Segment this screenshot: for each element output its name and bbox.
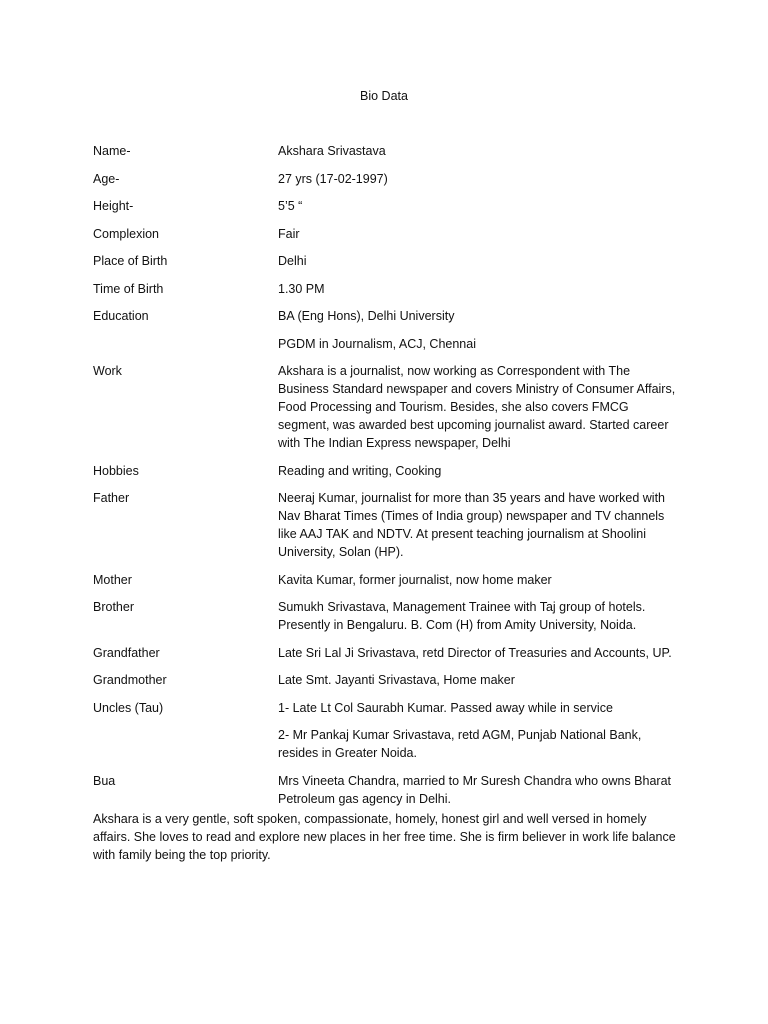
field-label: Complexion [93, 226, 160, 241]
field-label: Uncles (Tau) [93, 700, 164, 715]
field-value: Reading and writing, Cooking [278, 463, 442, 478]
document-title: Bio Data [360, 89, 408, 103]
biodata-table [93, 142, 683, 817]
field-label: Place of Birth [93, 254, 168, 268]
field-label: Work [93, 364, 122, 378]
field-value: BA (Eng Hons), Delhi University [278, 309, 455, 323]
field-row-work [93, 362, 683, 452]
field-value: 27 yrs (17-02-1997) [278, 171, 388, 186]
field-label: Name- [93, 144, 131, 158]
field-label: Time of Birth [93, 281, 164, 296]
field-value: PGDM in Journalism, ACJ, Chennai [278, 336, 476, 351]
field-value: Neeraj Kumar, journalist for more than 35 years and have worked with Nav Bharat Times (Times of India group) newspaper and TV channels like AAJ TAK and NDTV. At present teaching journalism at Shoolini University, Solan (HP). [278, 491, 665, 559]
field-row-bua [93, 772, 683, 808]
field-label [93, 335, 278, 353]
field-row-uncles-2 [93, 726, 683, 762]
field-value: Delhi [278, 254, 307, 268]
field-value: Sumukh Srivastava, Management Trainee with Taj group of hotels. Presently in Bengaluru. B. Com (H) from Amity University, Noida. [278, 600, 646, 632]
field-row-name [93, 142, 683, 160]
field-label: Mother [93, 572, 132, 587]
field-value: 2- Mr Pankaj Kumar Srivastava, retd AGM, Punjab National Bank, resides in Greater Noida. [278, 728, 642, 760]
field-row-complexion [93, 225, 683, 243]
field-value: Akshara is a journalist, now working as Correspondent with The Business Standard newspaper and covers Ministry of Consumer Affairs, Food Processing and Tourism. Besides, she also covers FMCG segment, was awarded best upcoming journalist award. Started career with The Indian Express newspaper, Delhi [278, 364, 676, 450]
field-label: Height- [93, 199, 134, 213]
field-row-grandfather [93, 644, 683, 662]
field-row-education [93, 307, 683, 325]
field-label: Grandfather [93, 645, 160, 660]
field-label: Father [93, 491, 130, 505]
field-row-brother [93, 598, 683, 634]
field-value: 5’5 “ [278, 199, 303, 213]
field-value: Kavita Kumar, former journalist, now home maker [278, 572, 552, 587]
field-row-time-of-birth [93, 280, 683, 298]
field-value: Late Smt. Jayanti Srivastava, Home maker [278, 673, 515, 687]
field-label: Age- [93, 171, 120, 186]
field-label: Grandmother [93, 673, 167, 687]
field-value: Mrs Vineeta Chandra, married to Mr Suresh Chandra who owns Bharat Petroleum gas agency in Delhi. [278, 773, 672, 806]
field-row-age [93, 170, 683, 188]
field-label: Education [93, 309, 149, 323]
field-row-grandmother [93, 671, 683, 689]
field-row-height [93, 197, 683, 215]
field-row-mother [93, 571, 683, 589]
field-label: Hobbies [93, 463, 139, 478]
field-value: Fair [278, 226, 300, 241]
field-value: Late Sri Lal Ji Srivastava, retd Director of Treasuries and Accounts, UP. [278, 645, 672, 660]
field-row-place-of-birth [93, 252, 683, 270]
field-row-education-2 [93, 335, 683, 353]
field-label: Brother [93, 600, 134, 614]
field-label: Bua [93, 773, 116, 788]
field-value: Akshara Srivastava [278, 144, 386, 158]
field-row-father [93, 489, 683, 561]
field-value: 1.30 PM [278, 281, 325, 296]
field-value: 1- Late Lt Col Saurabh Kumar. Passed away while in service [278, 700, 613, 715]
summary-paragraph: Akshara is a very gentle, soft spoken, compassionate, homely, honest girl and well versed in homely affairs. She loves to read and explore new places in her free time. She is firm believer in work life balance with family being the top priority. [93, 812, 676, 862]
field-row-hobbies [93, 462, 683, 480]
field-row-uncles [93, 699, 683, 717]
field-label [93, 726, 278, 762]
